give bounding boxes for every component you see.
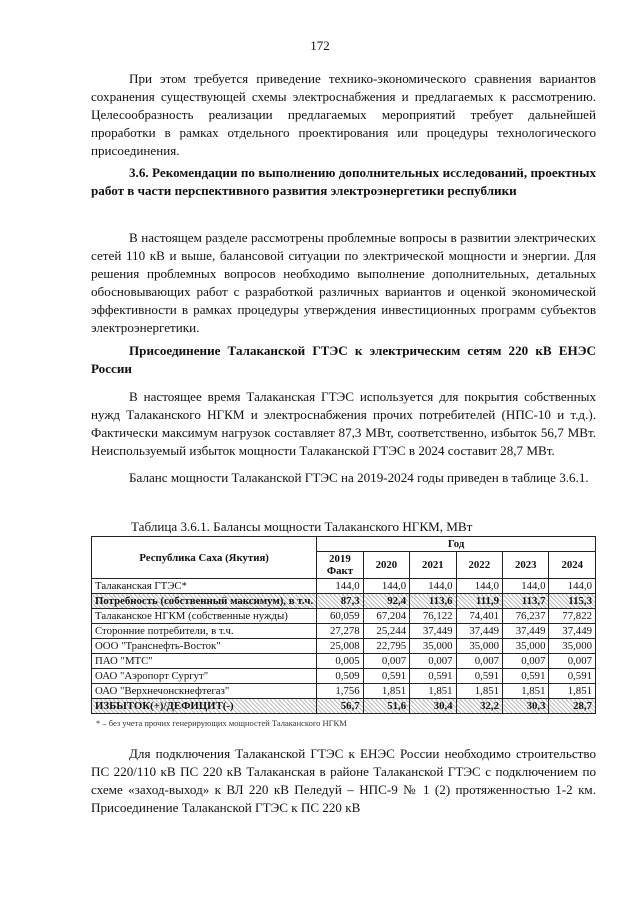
table-row: [92, 609, 596, 624]
row-value: 0,007: [363, 654, 409, 669]
row-value: 0,591: [363, 669, 409, 684]
row-value: 0,509: [317, 669, 363, 684]
table-caption: Таблица 3.6.1. Балансы мощности Талаканского НГКМ, МВт: [131, 519, 473, 534]
year-header: 2024: [549, 552, 596, 579]
row-label: ООО "Транснефть-Восток": [92, 639, 317, 654]
row-value: 51,6: [363, 699, 409, 714]
row-value: 0,007: [549, 654, 596, 669]
year-group-header: Год: [317, 537, 596, 552]
row-value: 92,4: [363, 594, 409, 609]
year-header: 2019 Факт: [317, 552, 363, 579]
row-value: 1,851: [363, 684, 409, 699]
subsection-heading: Присоединение Талаканской ГТЭС к электрическим сетям 220 кВ ЕНЭС России: [91, 343, 596, 376]
power-balance-table: [91, 536, 596, 714]
year-header: 2023: [503, 552, 549, 579]
row-value: 87,3: [317, 594, 363, 609]
row-value: 37,449: [503, 624, 549, 639]
table-row: [92, 594, 596, 609]
table-footnote: * – без учета прочих генерирующих мощностей Талаканского НГКМ: [96, 718, 347, 728]
row-value: 1,756: [317, 684, 363, 699]
row-value: 0,007: [456, 654, 502, 669]
row-value: 76,122: [410, 609, 456, 624]
table-row: [92, 624, 596, 639]
row-value: 60,059: [317, 609, 363, 624]
row-value: 22,795: [363, 639, 409, 654]
row-value: 35,000: [503, 639, 549, 654]
row-value: 25,008: [317, 639, 363, 654]
paragraph-current-state: В настоящее время Талаканская ГТЭС используется для покрытия собственных нужд Талаканского НГКМ и электроснабжения прочих потребителей (НПС-10 и т.д.). Фактически максимум нагрузок составляет 87,3 МВт, соответственно, избыток 56,7 МВт. Неиспользуемый избыток мощности Талаканской ГТЭС в 2024 составит 28,7 МВт.: [91, 389, 596, 458]
row-value: 25,244: [363, 624, 409, 639]
row-label: Талаканское НГКМ (собственные нужды): [92, 609, 317, 624]
row-label: Сторонние потребители, в т.ч.: [92, 624, 317, 639]
row-value: 30,3: [503, 699, 549, 714]
row-value: 1,851: [456, 684, 502, 699]
year-header: 2021: [410, 552, 456, 579]
table-row: [92, 684, 596, 699]
table-body: [92, 579, 596, 714]
row-value: 115,3: [549, 594, 596, 609]
row-value: 144,0: [363, 579, 409, 594]
row-value: 1,851: [549, 684, 596, 699]
row-value: 37,449: [456, 624, 502, 639]
row-label: ИЗБЫТОК(+)/ДЕФИЦИТ(-): [92, 699, 317, 714]
year-header: 2020: [363, 552, 409, 579]
row-value: 74,401: [456, 609, 502, 624]
row-value: 1,851: [410, 684, 456, 699]
row-value: 76,237: [503, 609, 549, 624]
row-label: Талаканская ГТЭС*: [92, 579, 317, 594]
row-value: 144,0: [503, 579, 549, 594]
row-value: 56,7: [317, 699, 363, 714]
row-value: 27,278: [317, 624, 363, 639]
row-value: 67,204: [363, 609, 409, 624]
row-value: 30,4: [410, 699, 456, 714]
row-value: 28,7: [549, 699, 596, 714]
row-value: 0,005: [317, 654, 363, 669]
row-value: 113,7: [503, 594, 549, 609]
section-heading: 3.6. Рекомендации по выполнению дополнительных исследований, проектных работ в части перспективного развития электроэнергетики республики: [91, 165, 596, 198]
row-label: ОАО "Аэропорт Сургут": [92, 669, 317, 684]
row-value: 144,0: [549, 579, 596, 594]
paragraph-table-reference: Баланс мощности Талаканской ГТЭС на 2019-2024 годы приведен в таблице 3.6.1.: [129, 470, 589, 485]
row-value: 111,9: [456, 594, 502, 609]
row-value: 37,449: [410, 624, 456, 639]
paragraph-connection: Для подключения Талаканской ГТЭС к ЕНЭС России необходимо строительство ПС 220/110 кВ ПС 220 кВ Талаканская в районе Талаканской ГТЭС с подключением по схеме «заход-выход» к ВЛ 220 кВ Пеледуй – НПС-9 № 1 (2) протяженностью 1-2 км. Присоединение Талаканской ГТЭС к ПС 220 кВ: [91, 746, 596, 815]
row-value: 144,0: [317, 579, 363, 594]
row-value: 113,6: [410, 594, 456, 609]
row-label: Потребность (собственный максимум), в т.ч.: [92, 594, 317, 609]
row-value: 32,2: [456, 699, 502, 714]
table-row: [92, 579, 596, 594]
row-value: 0,591: [549, 669, 596, 684]
table-row: [92, 639, 596, 654]
row-value: 37,449: [549, 624, 596, 639]
table-row: [92, 654, 596, 669]
row-value: 144,0: [410, 579, 456, 594]
table-row: [92, 669, 596, 684]
region-header: Республика Саха (Якутия): [92, 537, 317, 579]
row-value: 0,007: [410, 654, 456, 669]
year-header: 2022: [456, 552, 502, 579]
page-number: 172: [310, 38, 330, 53]
row-value: 144,0: [456, 579, 502, 594]
row-value: 35,000: [410, 639, 456, 654]
paragraph-intro: При этом требуется приведение технико-экономического сравнения вариантов сохранения существующей схемы электроснабжения и предлагаемых к рассмотрению. Целесообразность реализации предлагаемых мероприятий требует дальнейшей проработки в рамках отдельного проектирования или процедуры технологического присоединения.: [91, 71, 596, 158]
row-value: 35,000: [549, 639, 596, 654]
paragraph-section-overview: В настоящем разделе рассмотрены проблемные вопросы в развитии электрических сетей 110 кВ и выше, балансовой ситуации по электрической мощности и энергии. Для решения проблемных вопросов необходимо выполнение дополнительных, детальных обосновывающих работ с разработкой различных вариантов и оценкой экономической эффективности в рамках процедуры утверждения инвестиционных программ субъектов электроэнергетики.: [91, 230, 596, 335]
row-value: 0,591: [503, 669, 549, 684]
row-value: 1,851: [503, 684, 549, 699]
row-label: ОАО "Верхнечонскнефтегаз": [92, 684, 317, 699]
row-value: 35,000: [456, 639, 502, 654]
table-row: [92, 699, 596, 714]
row-value: 0,591: [410, 669, 456, 684]
row-label: ПАО "МТС": [92, 654, 317, 669]
row-value: 0,591: [456, 669, 502, 684]
row-value: 77,822: [549, 609, 596, 624]
row-value: 0,007: [503, 654, 549, 669]
